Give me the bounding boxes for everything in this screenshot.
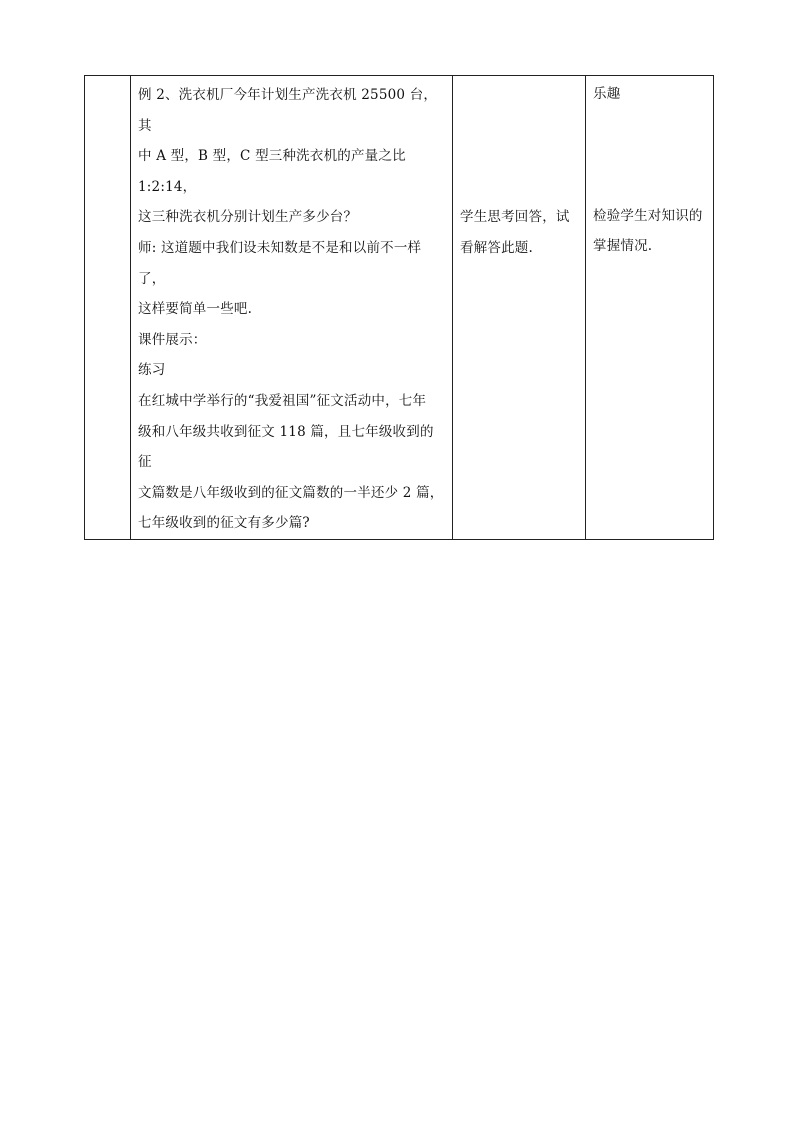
lesson-plan-table xyxy=(84,75,714,540)
student-line: 学生思考回答，试 xyxy=(460,209,570,225)
purpose-line: 掌握情况. xyxy=(593,238,653,255)
content-line: 课件展示： xyxy=(138,331,207,348)
student-line: 看解答此题. xyxy=(460,239,533,256)
content-line: 七年级收到的征文有多少篇? xyxy=(138,515,310,532)
content-line: 例 2、洗衣机厂今年计划生产洗衣机 25500 台，其 xyxy=(138,87,438,134)
blank-cell xyxy=(85,76,131,540)
student-activity-cell xyxy=(453,76,586,540)
design-purpose-cell xyxy=(586,76,714,540)
teaching-content-cell xyxy=(131,76,453,540)
content-line: 这样要简单一些吧. xyxy=(138,301,253,318)
teaching-content-text xyxy=(131,76,452,539)
content-line: 文篇数是八年级收到的征文篇数的一半还少 2 篇， xyxy=(138,484,444,501)
content-line: 级和八年级共收到征文 118 篇，且七年级收到的征 xyxy=(138,423,434,471)
table-row xyxy=(85,76,714,540)
purpose-line: 检验学生对知识的 xyxy=(593,207,703,224)
content-line: 这三种洗衣机分别计划生产多少台？ xyxy=(138,209,358,226)
content-line: 在红城中学举行的“我爱祖国”征文活动中，七年 xyxy=(138,392,427,409)
spacer xyxy=(593,110,709,201)
content-line: 中 A 型，B 型，C 型三种洗衣机的产量之比 1:2:14， xyxy=(138,148,406,195)
student-activity-text xyxy=(453,76,585,263)
purpose-top-line: 乐趣 xyxy=(593,86,621,102)
content-line: 师: 这道题中我们设未知数是不是和以前不一样了， xyxy=(138,239,422,287)
design-purpose-text xyxy=(586,76,713,262)
content-line: 练习 xyxy=(138,362,166,379)
